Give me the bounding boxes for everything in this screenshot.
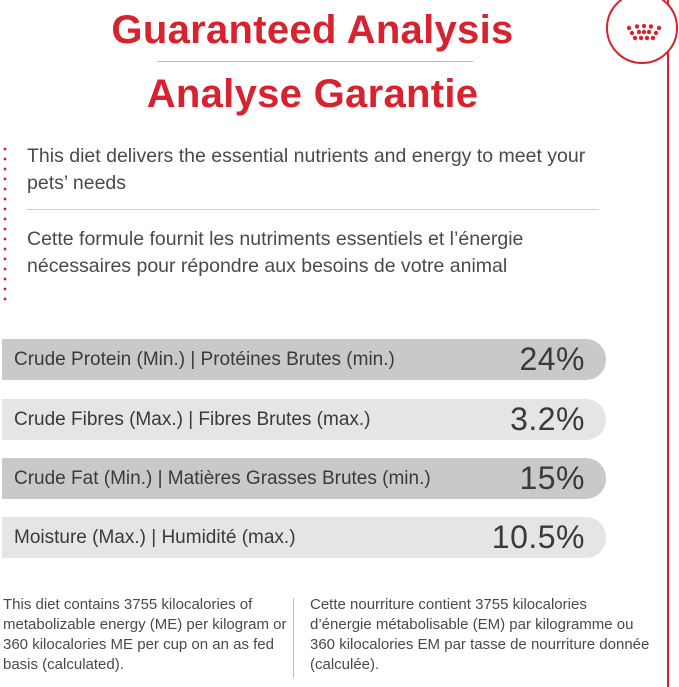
analysis-label: Crude Fat (Min.) | Matières Grasses Brutes (min.) xyxy=(14,467,431,489)
calorie-note-french: Cette nourriture contient 3755 kilocalories d’énergie métabolisable (EM) par kilogramme ou 360 kilocalories EM par tasse de nourriture donnée (calculée). xyxy=(310,596,650,673)
crown-icon xyxy=(625,24,663,42)
calorie-note-english: This diet contains 3755 kilocalories of metabolizable energy (ME) per kilogram or 360 kilocalories ME per cup on an as fed basis (calculated). xyxy=(3,596,287,673)
page-title-english: Guaranteed Analysis xyxy=(111,8,514,52)
analysis-label: Crude Protein (Min.) | Protéines Brutes (min.) xyxy=(14,348,395,370)
analysis-row-protein xyxy=(2,339,606,380)
intro-text-english: This diet delivers the essential nutrients and energy to meet your pets’ needs xyxy=(27,145,586,194)
analysis-value: 15% xyxy=(519,460,585,496)
analysis-value: 24% xyxy=(519,341,585,377)
intro-text-french: Cette formule fournit les nutriments essentiels et l’énergie nécessaires pour répondre aux besoins de votre animal xyxy=(27,228,524,277)
analysis-label: Crude Fibres (Max.) | Fibres Brutes (max.) xyxy=(14,408,371,430)
analysis-label: Moisture (Max.) | Humidité (max.) xyxy=(14,526,296,548)
analysis-value: 10.5% xyxy=(491,519,585,555)
brand-vertical-line xyxy=(667,0,669,687)
title-divider xyxy=(157,61,473,62)
analysis-row-fibre xyxy=(2,399,606,440)
footer-divider xyxy=(293,598,294,678)
page-title-french: Analyse Garantie xyxy=(146,72,479,116)
intro-divider xyxy=(27,209,599,210)
analysis-value: 3.2% xyxy=(510,401,585,437)
dotted-accent-line xyxy=(3,144,7,304)
analysis-row-fat xyxy=(2,458,606,499)
analysis-row-moisture xyxy=(2,517,606,558)
